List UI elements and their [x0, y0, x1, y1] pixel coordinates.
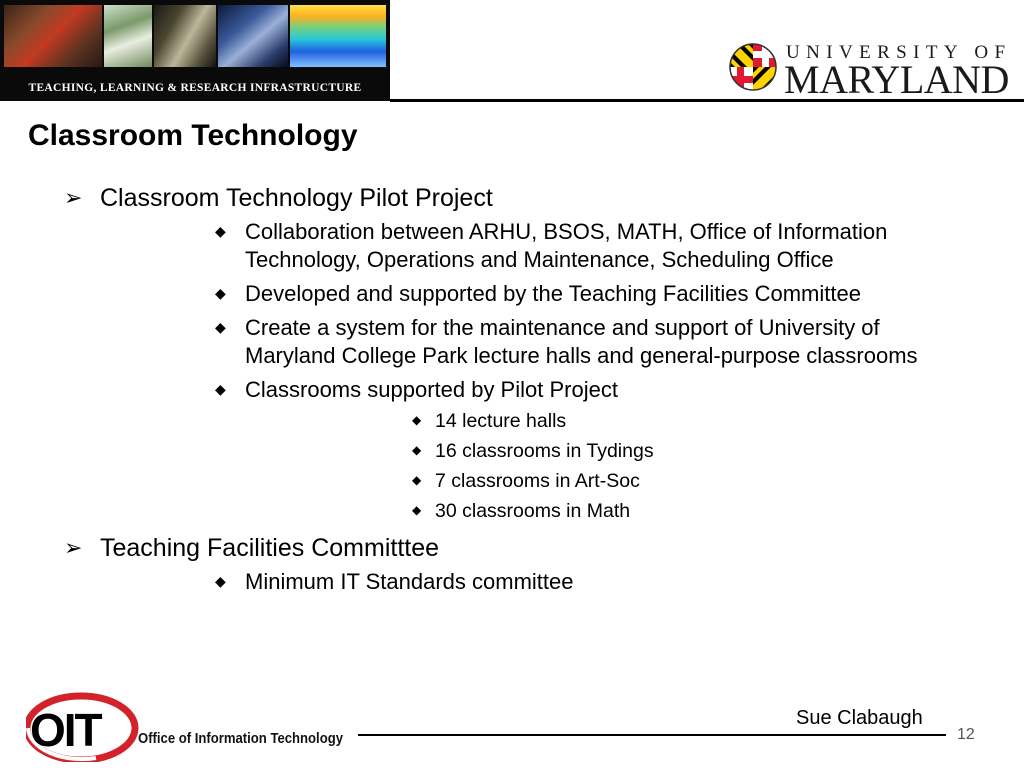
bullet-text: Collaboration between ARHU, BSOS, MATH, Office of Information Technology, Operations and Maintenance, Scheduling Office	[245, 219, 888, 272]
bullet-text: Classrooms supported by Pilot Project	[245, 377, 618, 402]
bullet-level1	[0, 530, 1024, 596]
bullet-level3	[245, 438, 964, 464]
bullet-level2	[100, 314, 1024, 370]
bullet-text: 16 classrooms in Tydings	[435, 440, 654, 462]
bullet-text: Classroom Technology Pilot Project	[100, 184, 493, 212]
bullet-text: 7 classrooms in Art-Soc	[435, 470, 640, 492]
bullet-list-level2	[100, 218, 1024, 524]
bullet-level2	[100, 280, 1024, 308]
oit-logo-text: OIT	[30, 704, 101, 756]
bullet-text: Developed and supported by the Teaching Facilities Committee	[245, 281, 861, 306]
bullet-list-level3	[245, 408, 964, 524]
bullet-level2	[100, 376, 1024, 524]
bullet-text: 30 classrooms in Math	[435, 500, 631, 522]
banner-photo-map	[104, 5, 152, 67]
diamond-bullet-icon: ◆	[215, 573, 226, 589]
bullet-level2	[100, 218, 1024, 274]
diamond-bullet-icon: ◆	[412, 473, 422, 487]
bullet-level1	[0, 180, 1024, 524]
bullet-level2	[100, 568, 1024, 596]
diamond-bullet-icon: ◆	[215, 223, 226, 239]
author-name: Sue Clabaugh	[796, 707, 923, 729]
university-logo-line1: UNIVERSITY OF	[786, 42, 1012, 63]
arrow-bullet-icon: ➢	[64, 185, 83, 210]
page-number: 12	[957, 726, 975, 743]
slide-content	[0, 180, 1024, 602]
banner-caption: TEACHING, LEARNING & RESEARCH INFRASTRUCTURE	[28, 82, 362, 94]
diamond-bullet-icon: ◆	[215, 381, 226, 397]
bullet-list-level1	[0, 180, 1024, 596]
maryland-flag-shield-icon	[728, 42, 778, 92]
arrow-bullet-icon: ➢	[64, 535, 83, 560]
bullet-text: 14 lecture halls	[435, 410, 567, 432]
bullet-text: Teaching Facilities Committtee	[100, 534, 440, 562]
university-logo-line2: MARYLAND	[784, 57, 1009, 102]
bullet-level3	[245, 498, 964, 524]
university-logo	[728, 40, 1018, 102]
slide-title: Classroom Technology	[28, 119, 358, 152]
footer-rule	[358, 734, 946, 736]
diamond-bullet-icon: ◆	[215, 319, 226, 335]
banner-photo-classroom	[4, 5, 102, 67]
bullet-text: Minimum IT Standards committee	[245, 569, 574, 594]
bullet-list-level2	[100, 568, 1024, 596]
diamond-bullet-icon: ◆	[412, 413, 422, 427]
bullet-level3	[245, 408, 964, 434]
oit-logo-subtitle: Office of Information Technology	[138, 731, 343, 747]
banner-photo-visualization	[290, 5, 386, 67]
diamond-bullet-icon: ◆	[412, 503, 422, 517]
header-banner	[0, 0, 390, 101]
oit-logo	[26, 692, 356, 762]
bullet-text: Create a system for the maintenance and support of University of Maryland College Park lecture halls and general-purpose classrooms	[245, 315, 918, 368]
banner-photo-computer-lab	[154, 5, 216, 67]
banner-photo-keyboard	[218, 5, 288, 67]
diamond-bullet-icon: ◆	[215, 285, 226, 301]
bullet-level3	[245, 468, 964, 494]
diamond-bullet-icon: ◆	[412, 443, 422, 457]
